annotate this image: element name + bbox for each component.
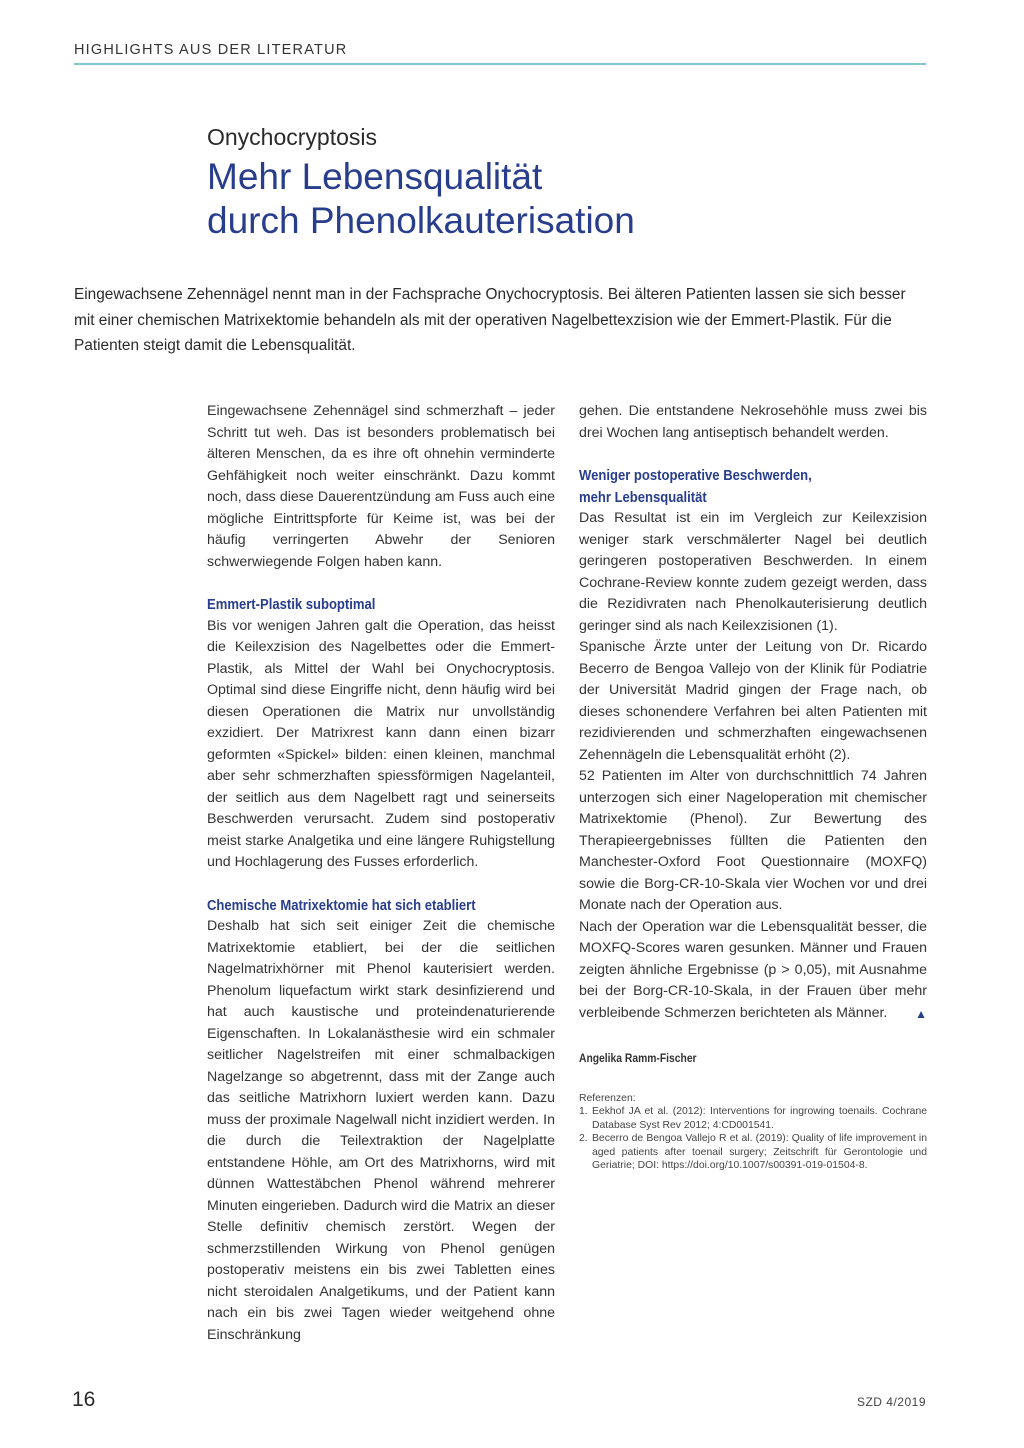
paragraph: gehen. Die entstandene Nekrosehöhle muss zwei bis drei Wochen lang antiseptisch behandelt werden. [579,403,927,441]
article-lead: Eingewachsene Zehennägel nennt man in der Fachsprache Onychocryptosis. Bei älteren Patienten lassen sie sich besser mit einer chemischen Matrixektomie behandeln als mit der operativen Nagelbettexzision wie der Emmert-Plastik. Für die Patienten steigt damit die Lebensqualität. [74,286,906,354]
reference-number: 1. [579,1106,588,1118]
right-column [579,401,927,1173]
author-name: Angelika Ramm-Fischer [579,1051,697,1065]
references-title: Referenzen: [579,1092,636,1104]
reference-text: Eekhof JA et al. (2012): Interventions for ingrowing toenails. Cochrane Database Syst Rev 2012; 4:CD001541. [592,1106,927,1131]
title-line-2: durch Phenolkauterisation [207,200,635,241]
reference-item [579,1132,927,1173]
subheading-emmert: Emmert-Plastik suboptimal [207,596,376,613]
title-line-1: Mehr Lebensqualität [207,156,543,197]
references [579,1092,927,1174]
reference-item [579,1105,927,1132]
subheading-line-1: Weniger postoperative Beschwerden, [579,467,812,484]
subheading-lebensqualitaet [579,465,878,508]
section-header: HIGHLIGHTS AUS DER LITERATUR [74,42,348,58]
article-title [207,155,635,243]
article-kicker: Onychocryptosis [207,124,378,150]
paragraph: Spanische Ärzte unter der Leitung von Dr. Ricardo Becerro de Bengoa Vallejo von der Klinik für Podiatrie der Universität Madrid gingen der Frage nach, ob dieses schonendere Verfahren bei alten Patienten mit rezidivierenden und schmerzhaften eingewachsenen Zehennägeln die Lebensqualität erhöht (2). [579,639,927,763]
paragraph: Das Resultat ist ein im Vergleich zur Keilexzision weniger stark verschmälerter Nagel bei deutlich geringeren postoperativen Beschwerden. In einem Cochrane-Review konnte zudem gezeigt werden, dass die Rezidivraten nach Phenolkauterisierung deutlich geringer sind als nach Keilexzisionen (1). [579,510,927,634]
paragraph: Eingewachsene Zehennägel sind schmerzhaft – jeder Schritt tut weh. Das ist besonders problematisch bei älteren Menschen, da es ihre oft ohnehin verminderte Gehfähigkeit noch weiter einschränkt. Dazu kommt noch, dass diese Dauerentzündung am Fuss auch eine mögliche Eintrittspforte für Keime ist, was bei der häufig verringerten Abwehr der Senioren schwerwiegende Folgen haben kann. [207,403,555,570]
header-divider [74,63,926,65]
issue-label: SZD 4/2019 [856,1395,926,1409]
paragraph: 52 Patienten im Alter von durchschnittlich 74 Jahren unterzogen sich einer Nageloperation mit chemischer Matrixektomie (Phenol). Zur Bewertung des Therapieergebnisses füllten die Patienten den Manchester-Oxford Foot Questionnaire (MOXFQ) sowie die Borg-CR-10-Skala vier Wochen vor und drei Monate nach der Operation aus. [579,768,927,913]
page-number: 16 [72,1388,96,1411]
reference-text: Becerro de Bengoa Vallejo R et al. (2019): Quality of life improvement in aged patients after toenail surgery; Zeitschrift für Gerontologie und Geriatrie; DOI: https://doi.org/10.1007/s00391-019-01504-8. [592,1133,927,1172]
paragraph: Nach der Operation war die Lebensqualität besser, die MOXFQ-Scores waren gesunken. Männer und Frauen zeigten ähnliche Ergebnisse (p > 0,05), mit Ausnahme bei der Borg-CR-10-Skala, in der Frauen über mehr verbleibende Schmerzen berichteten als Männer. [579,918,927,1021]
references-list [579,1105,927,1173]
left-column [207,401,555,1346]
subheading-line-2: mehr Lebensqualität [579,488,707,506]
paragraph: Deshalb hat sich seit einiger Zeit die chemische Matrixektomie etabliert, bei der die seitlichen Nagelmatrixhörner mit Phenol kauterisiert werden. Phenolum liquefactum wirkt stark desinfizierend und hat auch kaustische und proteindenaturierende Eigenschaften. In Lokalanästhesie wird ein schmaler seitlicher Nagelstreifen mit einer schmalbackigen Nagelzange so abgetrennt, dass mit der Zange auch das seitliche Matrixhorn luxiert werden kann. Dazu muss der proximale Nagelwall nicht inzidiert werden. In die durch die Teilextraktion der Nagelplatte entstandene Höhle, am Ort des Matrixhorns, wird mit dünnen Wattestäbchen Phenol während mehrerer Minuten eingerieben. Dadurch wird die Matrix an dieser Stelle definitiv chemisch zerstört. Wegen der schmerzstillenden Wirkung von Phenol genügen postoperativ meistens ein bis zwei Tabletten eines nicht steroidalen Analgetikums, und der Patient kann nach ein bis zwei Tagen wieder weitgehend ohne Einschränkung [207,918,555,1343]
reference-number: 2. [579,1133,588,1145]
subheading-matrixektomie: Chemische Matrixektomie hat sich etabliert [207,896,476,914]
paragraph: Bis vor wenigen Jahren galt die Operation, das heisst die Keilexzision des Nagelbettes oder die Emmert-Plastik, als Mittel der Wahl bei Onychocryptosis. Optimal sind diese Eingriffe nicht, denn häufig wird bei diesen Operationen die Matrix nur unvollständig exzidiert. Der Matrixrest kann dann einen bizarr geformten «Spickel» bilden: einen kleinen, manchmal aber sehr schmerzhaften spiessförmigen Nagelanteil, der seitlich aus dem Nagelbett ragt und seinerseits Beschwerden verursacht. Zudem sind postoperativ meist starke Analgetika und eine längere Ruhigstellung und Hochlagerung des Fusses erforderlich. [207,617,555,870]
end-triangle-icon: ▲ [915,1007,927,1021]
